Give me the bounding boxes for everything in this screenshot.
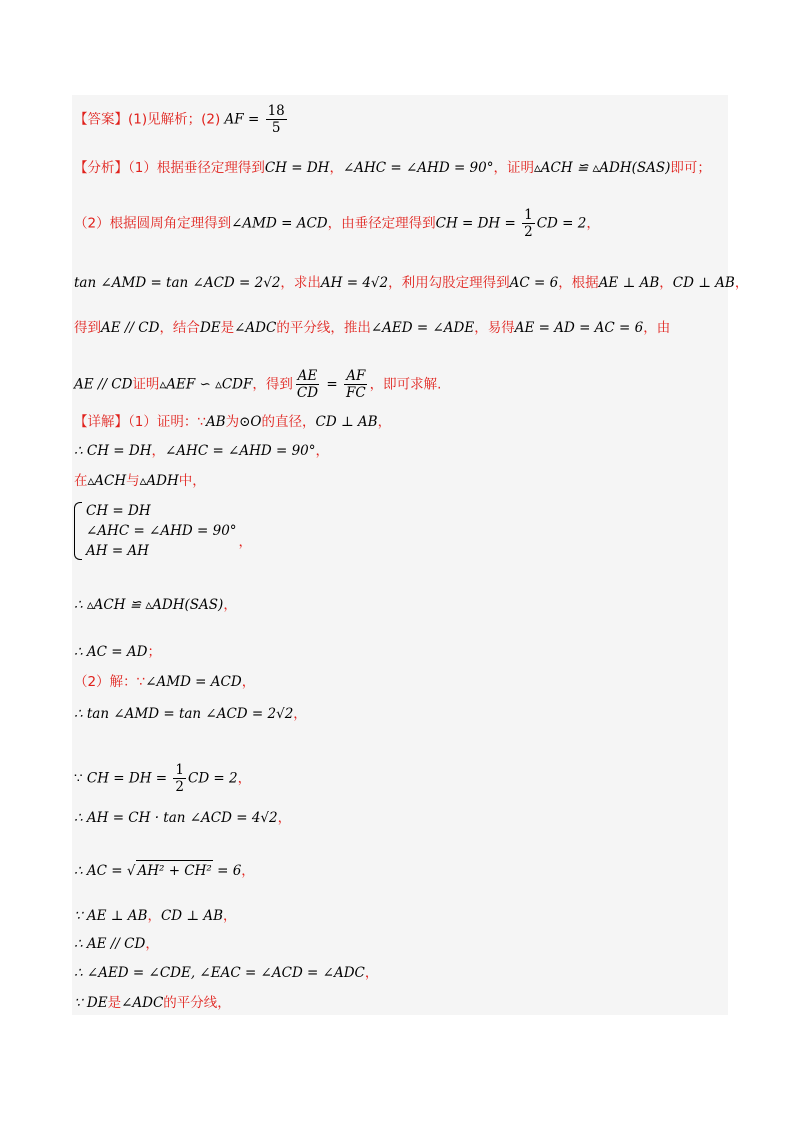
detail-line-14: ∵ DE是∠ADC的平分线， (74, 995, 231, 1011)
detail-line-4: ∴ ▵ACH ≌ ▵ADH(SAS)， (74, 597, 237, 613)
detail-line-5: ∴ AC = AD； (74, 644, 161, 660)
analysis-tag: 【分析】 (74, 160, 128, 176)
detail-tag: 【详解】 (74, 414, 128, 430)
analysis-line-2: （2）根据圆周角定理得到∠AMD = ACD，由垂径定理得到CH = DH = $\frac{1}{2}$ CD = 2， (74, 207, 600, 240)
analysis-line-1: 【分析】（1）根据垂径定理得到CH = DH，∠AHC = ∠AHD = 90°，证明▵ACH ≌ ▵ADH(SAS)即可； (74, 160, 711, 176)
detail-line-8: ∵ CH = DH = $\frac{1}{2}$ CD = 2， (74, 762, 252, 795)
detail-line-3: 在▵ACH与▵ADH中， (74, 473, 206, 489)
detail-line-9: ∴ AH = CH · tan ∠ACD = 4√2， (74, 810, 292, 826)
detail-line-13: ∴ ∠AED = ∠CDE, ∠EAC = ∠ACD = ∠ADC， (74, 965, 379, 981)
detail-line-6: （2）解：∵∠AMD = ACD， (74, 674, 256, 690)
detail-line-12: ∴ AE // CD， (74, 936, 159, 952)
left-brace (74, 502, 82, 560)
answer-line: 【答案】(1)见解析；(2) AF = $\frac{18}{5}$ (74, 103, 285, 136)
answer-tag: 【答案】 (74, 111, 128, 128)
detail-line-10: ∴ AC = √ AH² + CH² = 6， (74, 860, 255, 881)
analysis-line-5: AE // CD证明▵AEF ∽ ▵CDF，得到 $\frac{AE}{CD}$ = $\frac{AF}{FC}$ ，即可求解. (74, 368, 442, 401)
detail-line-2: ∴ CH = DH，∠AHC = ∠AHD = 90°， (74, 443, 330, 459)
detail-line-11: ∵ AE ⊥ AB，CD ⊥ AB， (74, 908, 237, 924)
equation-system: CH = DH ∠AHC = ∠AHD = 90° AH = AH ， (74, 500, 252, 562)
detail-line-1: 【详解】（1）证明：∵AB为⊙O的直径，CD ⊥ AB， (74, 414, 392, 430)
answer-fraction: $\frac{18}{5}$ (267, 103, 285, 136)
detail-line-7: ∴ tan ∠AMD = tan ∠ACD = 2√2， (74, 706, 307, 722)
analysis-line-3: tan ∠AMD = tan ∠ACD = 2√2，求出AH = 4√2，利用勾股定理得到AC = 6，根据AE ⊥ AB，CD ⊥ AB， (74, 275, 749, 291)
analysis-line-4: 得到AE // CD，结合DE是∠ADC的平分线，推出∠AED = ∠ADE，易得AE = AD = AC = 6，由 (74, 320, 671, 336)
